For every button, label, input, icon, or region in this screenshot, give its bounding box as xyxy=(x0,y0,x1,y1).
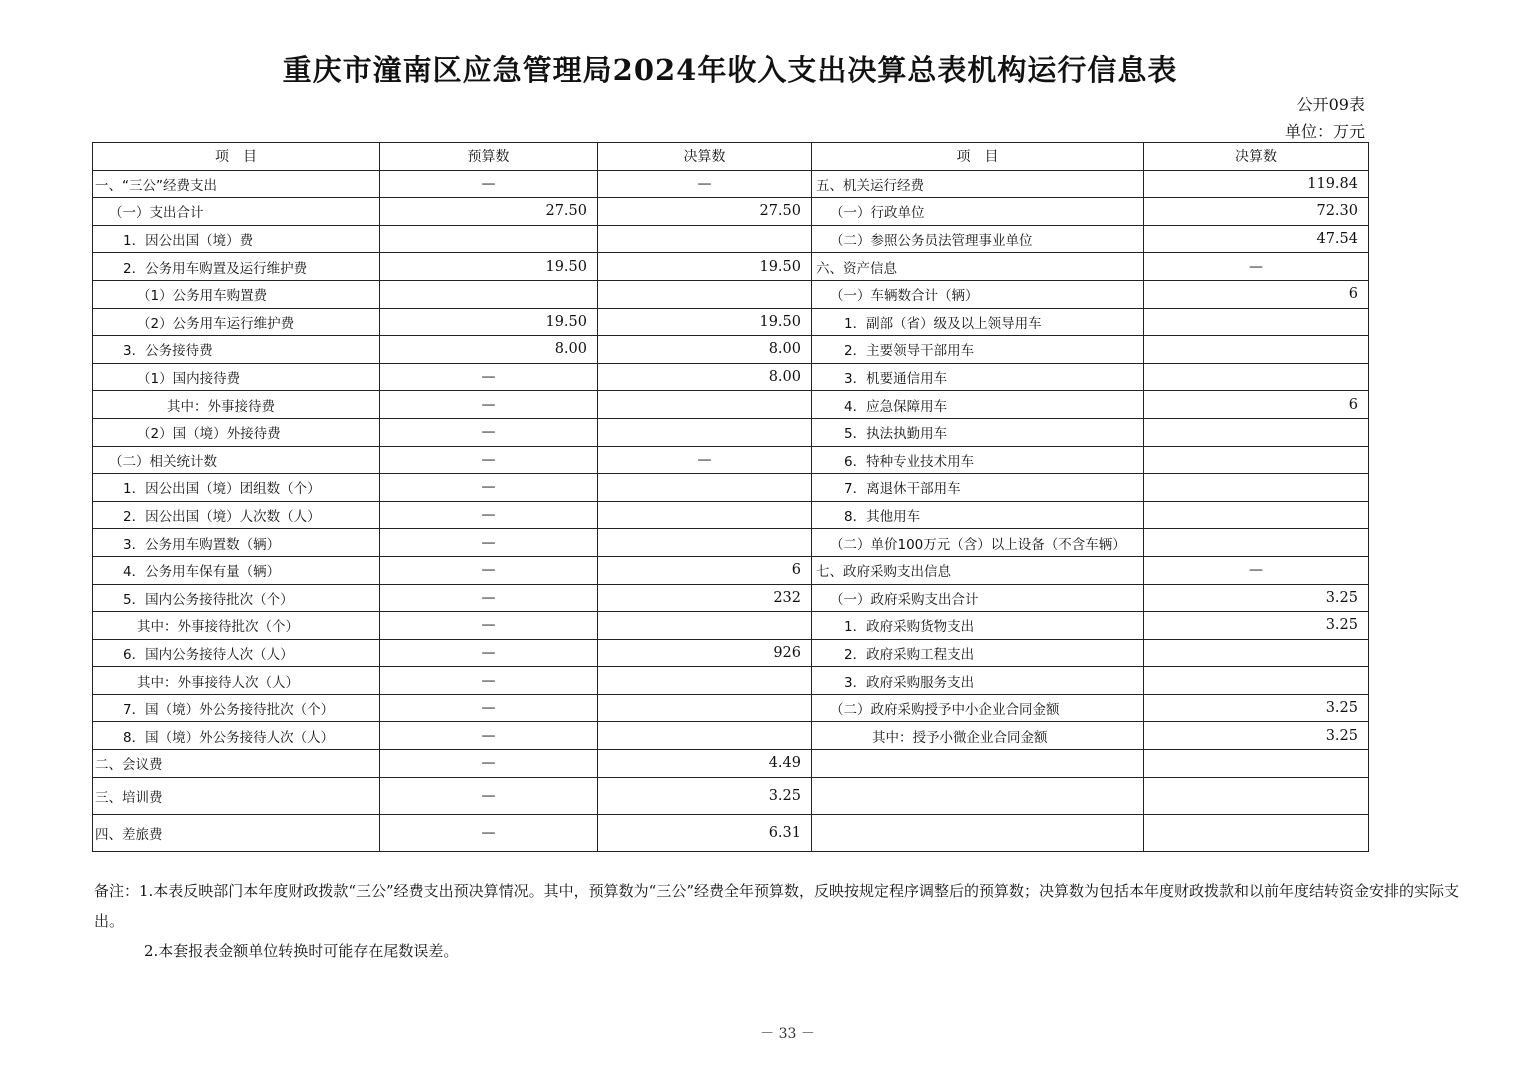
item-right-cell: （二）参照公务员法管理事业单位 xyxy=(812,225,1144,253)
budget-cell: — xyxy=(380,639,598,667)
note-1: 备注：1.本表反映部门本年度财政拨款“三公”经费支出预决算情况。其中，预算数为“三公”经费全年预算数，反映按规定程序调整后的预算数；决算数为包括本年度财政拨款和以前年度结转资金安排的实际支出。 xyxy=(94,882,1459,930)
item-right-cell: （一）政府采购支出合计 xyxy=(812,584,1144,612)
budget-cell: — xyxy=(380,446,598,474)
item-left-cell: （2）公务用车运行维护费 xyxy=(93,308,380,336)
budget-cell: 19.50 xyxy=(380,253,598,281)
final-left-cell: — xyxy=(598,170,812,198)
final-left-cell xyxy=(598,722,812,750)
final-right-cell xyxy=(1144,308,1369,336)
final-right-cell: 3.25 xyxy=(1144,694,1369,722)
item-left-cell: （1）公务用车购置费 xyxy=(93,280,380,308)
final-left-cell xyxy=(598,529,812,557)
final-right-cell: 3.25 xyxy=(1144,722,1369,750)
table-row xyxy=(93,225,1369,253)
final-right-cell: 6 xyxy=(1144,391,1369,419)
table-row xyxy=(93,750,1369,778)
final-right-cell xyxy=(1144,446,1369,474)
table-row xyxy=(93,556,1369,584)
budget-cell: — xyxy=(380,474,598,502)
final-left-cell xyxy=(598,694,812,722)
final-left-cell: — xyxy=(598,446,812,474)
item-left-cell: （一）支出合计 xyxy=(93,198,380,226)
item-right-cell: 其中：授予小微企业合同金额 xyxy=(812,722,1144,750)
item-right-cell: 五、机关运行经费 xyxy=(812,170,1144,198)
table-row xyxy=(93,814,1369,851)
final-left-cell xyxy=(598,225,812,253)
budget-cell: — xyxy=(380,556,598,584)
item-left-cell: 5．国内公务接待批次（个） xyxy=(93,584,380,612)
table-row xyxy=(93,722,1369,750)
budget-cell: — xyxy=(380,418,598,446)
final-left-cell: 232 xyxy=(598,584,812,612)
table-row xyxy=(93,584,1369,612)
header-final-left: 决算数 xyxy=(598,143,812,171)
budget-cell: — xyxy=(380,529,598,557)
item-right-cell xyxy=(812,750,1144,778)
unit-label: 单位：万元 xyxy=(1284,122,1365,141)
table-row xyxy=(93,308,1369,336)
final-right-cell: — xyxy=(1144,253,1369,281)
item-left-cell: 6．国内公务接待人次（人） xyxy=(93,639,380,667)
item-left-cell: 四、差旅费 xyxy=(93,814,380,851)
final-left-cell: 19.50 xyxy=(598,308,812,336)
final-right-cell xyxy=(1144,750,1369,778)
final-left-cell xyxy=(598,418,812,446)
item-left-cell: 其中：外事接待费 xyxy=(93,391,380,419)
table-row xyxy=(93,474,1369,502)
budget-cell: — xyxy=(380,814,598,851)
final-left-cell xyxy=(598,667,812,695)
table-row xyxy=(93,170,1369,198)
item-left-cell: 2．因公出国（境）人次数（人） xyxy=(93,501,380,529)
info-table xyxy=(92,142,1369,852)
budget-cell: — xyxy=(380,170,598,198)
final-left-cell xyxy=(598,474,812,502)
budget-cell: — xyxy=(380,584,598,612)
final-left-cell: 27.50 xyxy=(598,198,812,226)
item-left-cell: 4．公务用车保有量（辆） xyxy=(93,556,380,584)
budget-cell: — xyxy=(380,363,598,391)
table-row xyxy=(93,501,1369,529)
budget-cell xyxy=(380,280,598,308)
final-left-cell: 926 xyxy=(598,639,812,667)
final-right-cell xyxy=(1144,501,1369,529)
table-row xyxy=(93,639,1369,667)
header-item-right: 项 目 xyxy=(812,143,1144,171)
item-left-cell: 其中：外事接待批次（个） xyxy=(93,612,380,640)
final-right-cell xyxy=(1144,418,1369,446)
item-right-cell: （二）单价100万元（含）以上设备（不含车辆） xyxy=(812,529,1144,557)
item-left-cell: 1．因公出国（境）费 xyxy=(93,225,380,253)
final-right-cell xyxy=(1144,474,1369,502)
item-left-cell: 3．公务用车购置数（辆） xyxy=(93,529,380,557)
table-row xyxy=(93,280,1369,308)
budget-cell xyxy=(380,225,598,253)
budget-cell: — xyxy=(380,777,598,814)
item-left-cell: （二）相关统计数 xyxy=(93,446,380,474)
budget-cell: 19.50 xyxy=(380,308,598,336)
item-right-cell: 2．主要领导干部用车 xyxy=(812,336,1144,364)
header-row xyxy=(93,143,1369,171)
final-left-cell xyxy=(598,391,812,419)
item-right-cell: 8．其他用车 xyxy=(812,501,1144,529)
item-right-cell: 7．离退休干部用车 xyxy=(812,474,1144,502)
item-left-cell: 其中：外事接待人次（人） xyxy=(93,667,380,695)
final-left-cell: 8.00 xyxy=(598,336,812,364)
item-right-cell: 六、资产信息 xyxy=(812,253,1144,281)
table-row xyxy=(93,253,1369,281)
item-right-cell: 4．应急保障用车 xyxy=(812,391,1144,419)
table-row xyxy=(93,694,1369,722)
item-right-cell: 3．政府采购服务支出 xyxy=(812,667,1144,695)
final-left-cell: 3.25 xyxy=(598,777,812,814)
table-row xyxy=(93,529,1369,557)
budget-cell: — xyxy=(380,391,598,419)
table-code: 公开09表 xyxy=(1296,95,1365,114)
final-right-cell: 3.25 xyxy=(1144,584,1369,612)
final-right-cell: 6 xyxy=(1144,280,1369,308)
final-right-cell: 3.25 xyxy=(1144,612,1369,640)
item-right-cell: 2．政府采购工程支出 xyxy=(812,639,1144,667)
final-right-cell: 72.30 xyxy=(1144,198,1369,226)
page-number: － 33 － xyxy=(760,1026,815,1042)
table-row xyxy=(93,418,1369,446)
final-left-cell: 8.00 xyxy=(598,363,812,391)
table-row xyxy=(93,336,1369,364)
item-left-cell: 二、会议费 xyxy=(93,750,380,778)
budget-cell: — xyxy=(380,612,598,640)
notes xyxy=(94,876,1474,966)
item-right-cell: （一）车辆数合计（辆） xyxy=(812,280,1144,308)
item-left-cell: 三、培训费 xyxy=(93,777,380,814)
final-right-cell xyxy=(1144,529,1369,557)
item-right-cell xyxy=(812,777,1144,814)
item-left-cell: 3．公务接待费 xyxy=(93,336,380,364)
item-left-cell: （1）国内接待费 xyxy=(93,363,380,391)
table-row xyxy=(93,612,1369,640)
table-row xyxy=(93,363,1369,391)
final-right-cell xyxy=(1144,667,1369,695)
item-right-cell: （二）政府采购授予中小企业合同金额 xyxy=(812,694,1144,722)
table-row xyxy=(93,446,1369,474)
final-left-cell xyxy=(598,501,812,529)
item-right-cell: （一）行政单位 xyxy=(812,198,1144,226)
item-right-cell: 1．政府采购货物支出 xyxy=(812,612,1144,640)
item-left-cell: （2）国（境）外接待费 xyxy=(93,418,380,446)
note-2: 2.本套报表金额单位转换时可能存在尾数误差。 xyxy=(144,942,459,960)
budget-cell: — xyxy=(380,694,598,722)
table-row xyxy=(93,667,1369,695)
final-right-cell xyxy=(1144,363,1369,391)
budget-cell: 8.00 xyxy=(380,336,598,364)
item-left-cell: 8．国（境）外公务接待人次（人） xyxy=(93,722,380,750)
page-title: 重庆市潼南区应急管理局2024年收入支出决算总表机构运行信息表 xyxy=(282,53,1178,87)
final-left-cell: 19.50 xyxy=(598,253,812,281)
header-final-right: 决算数 xyxy=(1144,143,1369,171)
final-right-cell xyxy=(1144,336,1369,364)
item-right-cell: 1．副部（省）级及以上领导用车 xyxy=(812,308,1144,336)
item-right-cell xyxy=(812,814,1144,851)
item-left-cell: 一、“三公”经费支出 xyxy=(93,170,380,198)
final-right-cell xyxy=(1144,814,1369,851)
final-right-cell: 119.84 xyxy=(1144,170,1369,198)
table-row xyxy=(93,198,1369,226)
header-item-left: 项 目 xyxy=(93,143,380,171)
final-left-cell xyxy=(598,612,812,640)
final-right-cell xyxy=(1144,639,1369,667)
final-right-cell xyxy=(1144,777,1369,814)
final-left-cell: 6.31 xyxy=(598,814,812,851)
item-left-cell: 7．国（境）外公务接待批次（个） xyxy=(93,694,380,722)
header-budget: 预算数 xyxy=(380,143,598,171)
budget-cell: — xyxy=(380,722,598,750)
table-row xyxy=(93,391,1369,419)
budget-cell: — xyxy=(380,501,598,529)
item-left-cell: 1．因公出国（境）团组数（个） xyxy=(93,474,380,502)
final-left-cell xyxy=(598,280,812,308)
final-right-cell: 47.54 xyxy=(1144,225,1369,253)
item-right-cell: 七、政府采购支出信息 xyxy=(812,556,1144,584)
budget-cell: 27.50 xyxy=(380,198,598,226)
item-left-cell: 2．公务用车购置及运行维护费 xyxy=(93,253,380,281)
item-right-cell: 6．特种专业技术用车 xyxy=(812,446,1144,474)
item-right-cell: 3．机要通信用车 xyxy=(812,363,1144,391)
final-left-cell: 6 xyxy=(598,556,812,584)
table-row xyxy=(93,777,1369,814)
final-left-cell: 4.49 xyxy=(598,750,812,778)
budget-cell: — xyxy=(380,667,598,695)
budget-cell: — xyxy=(380,750,598,778)
item-right-cell: 5．执法执勤用车 xyxy=(812,418,1144,446)
final-right-cell: — xyxy=(1144,556,1369,584)
